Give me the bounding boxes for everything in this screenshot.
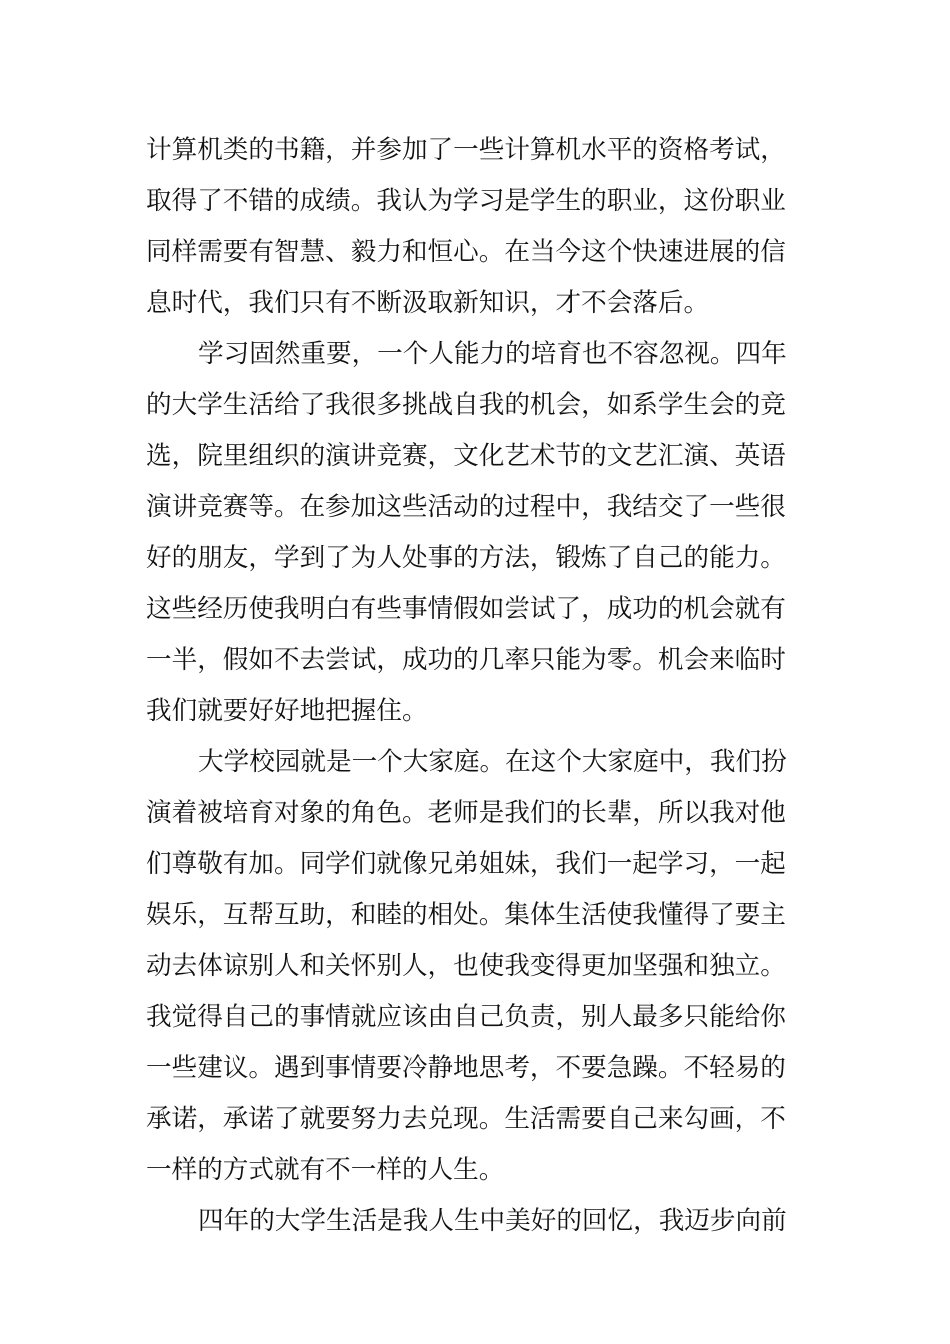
text-line: 同样需要有智慧、毅力和恒心。在当今这个快速进展的信 xyxy=(146,237,786,267)
text-line: 一半，假如不去尝试，成功的几率只能为零。机会来临时 xyxy=(146,645,786,675)
text-line: 这些经历使我明白有些事情假如尝试了，成功的机会就有 xyxy=(146,594,786,624)
text-line: 的大学生活给了我很多挑战自我的机会，如系学生会的竞 xyxy=(146,390,786,420)
text-line: 承诺，承诺了就要努力去兑现。生活需要自己来勾画，不 xyxy=(146,1104,786,1134)
text-line: 动去体谅别人和关怀别人，也使我变得更加坚强和独立。 xyxy=(146,951,786,981)
text-line: 们尊敬有加。同学们就像兄弟姐妹，我们一起学习，一起 xyxy=(146,849,786,879)
text-line: 我觉得自己的事情就应该由自己负责，别人最多只能给你 xyxy=(146,1002,786,1032)
text-line: 大学校园就是一个大家庭。在这个大家庭中，我们扮 xyxy=(198,747,787,777)
text-line: 娱乐，互帮互助，和睦的相处。集体生活使我懂得了要主 xyxy=(146,900,786,930)
text-line: 四年的大学生活是我人生中美好的回忆，我迈步向前 xyxy=(198,1206,787,1236)
text-line: 演着被培育对象的角色。老师是我们的长辈，所以我对他 xyxy=(146,798,786,828)
text-line: 息时代，我们只有不断汲取新知识，才不会落后。 xyxy=(146,288,710,318)
text-line: 学习固然重要，一个人能力的培育也不容忽视。四年 xyxy=(198,339,787,369)
text-line: 好的朋友，学到了为人处事的方法，锻炼了自己的能力。 xyxy=(146,543,786,573)
text-line: 计算机类的书籍，并参加了一些计算机水平的资格考试， xyxy=(146,135,786,165)
text-line: 选，院里组织的演讲竞赛，文化艺术节的文艺汇演、英语 xyxy=(146,441,786,471)
text-line: 我们就要好好地把握住。 xyxy=(146,696,428,726)
text-line: 演讲竞赛等。在参加这些活动的过程中，我结交了一些很 xyxy=(146,492,786,522)
text-line: 取得了不错的成绩。我认为学习是学生的职业，这份职业 xyxy=(146,186,786,216)
text-line: 一样的方式就有不一样的人生。 xyxy=(146,1155,505,1185)
body-text xyxy=(146,125,806,1247)
text-line: 一些建议。遇到事情要冷静地思考，不要急躁。不轻易的 xyxy=(146,1053,786,1083)
